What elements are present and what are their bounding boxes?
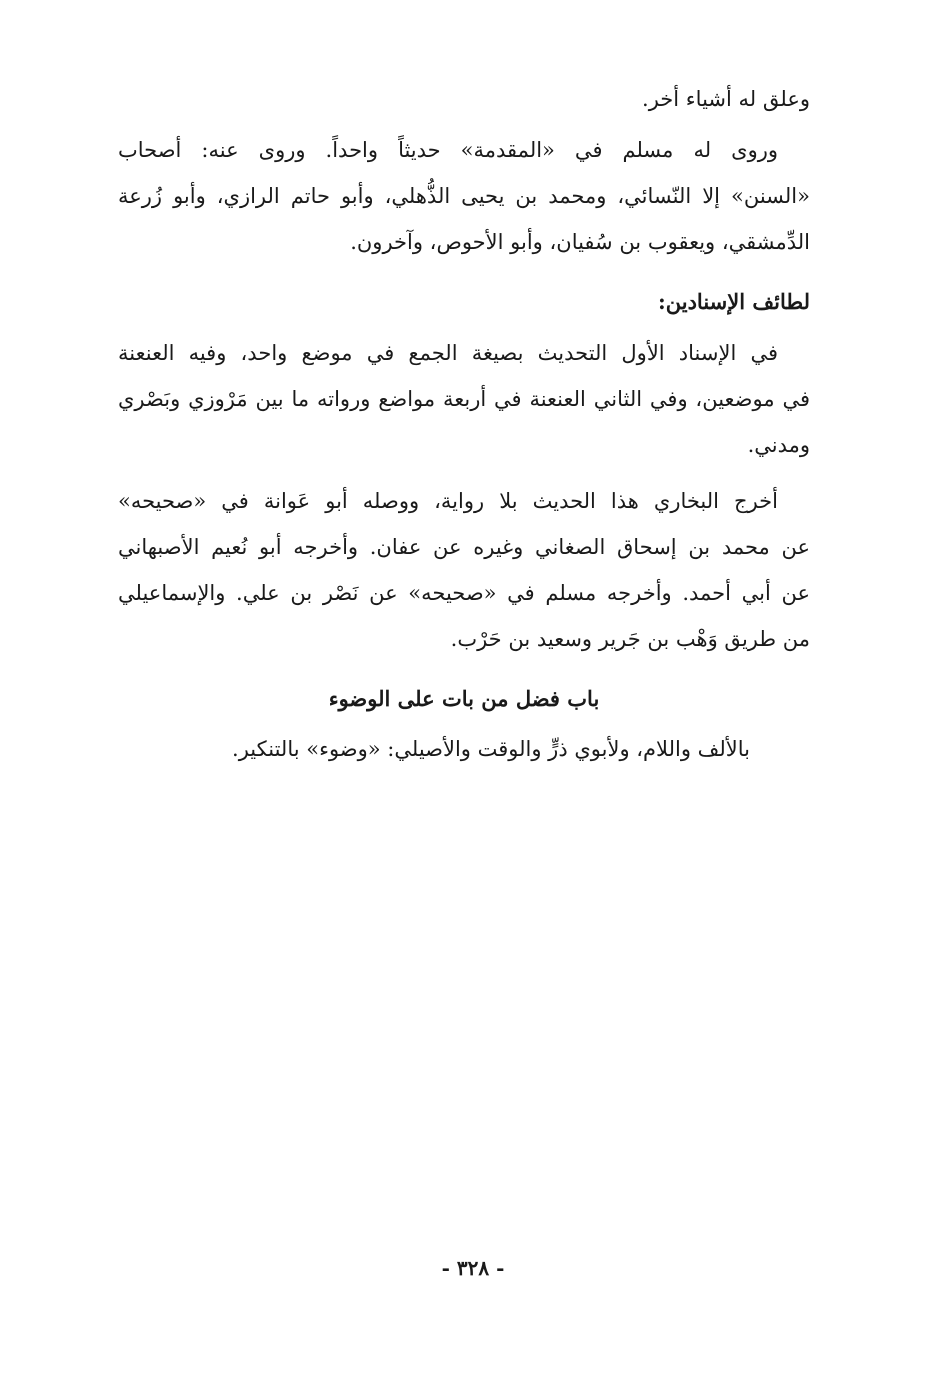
paragraph-muslim	[118, 127, 810, 265]
text-line: «السنن» إلا النّسائي، ومحمد بن يحيى الذُّهلي، وأبو حاتم الرازي، وأبو زُرعة	[118, 184, 810, 208]
text-line: من طريق وَهْب بن جَرير وسعيد بن حَرْب.	[450, 627, 810, 651]
text-line: في موضعين، وفي الثاني العنعنة في أربعة مواضع ورواته ما بين مَرْوزي وبَصْري	[118, 387, 810, 411]
intro-line	[118, 76, 810, 122]
paragraph-takhrij	[118, 478, 810, 662]
paragraph-isnad	[118, 330, 810, 468]
text-line: الدِّمشقي، ويعقوب بن سُفيان، وأبو الأحوص، وآخرون.	[350, 230, 810, 254]
page-number: - ٣٢٨ -	[441, 1256, 505, 1280]
section-heading: لطائف الإسنادين:	[658, 289, 810, 314]
text-line: عن محمد بن إسحاق الصغاني وغيره عن عفان. وأخرجه أبو نُعيم الأصبهاني	[118, 535, 810, 559]
text-line: عن أبي أحمد. وأخرجه مسلم في «صحيحه» عن نَصْر بن علي. والإسماعيلي	[118, 581, 810, 605]
text-line: ومدني.	[747, 433, 810, 457]
text-line: أخرج البخاري هذا الحديث بلا رواية، ووصله أبو عَوانة في «صحيحه»	[118, 489, 778, 513]
text-line: وعلق له أشياء أخر.	[642, 87, 810, 111]
chapter-title: باب فضل من بات على الوضوء	[328, 686, 600, 711]
text-line: في الإسناد الأول التحديث بصيغة الجمع في موضع واحد، وفيه العنعنة	[118, 341, 778, 365]
isnad-heading	[118, 279, 810, 325]
chapter-note: بالألف واللام، ولأبوي ذرٍّ والوقت والأصيلي: «وضوء» بالتنكير.	[232, 737, 750, 761]
text-line: وروى له مسلم في «المقدمة» حديثاً واحداً. وروى عنه: أصحاب	[118, 138, 778, 162]
